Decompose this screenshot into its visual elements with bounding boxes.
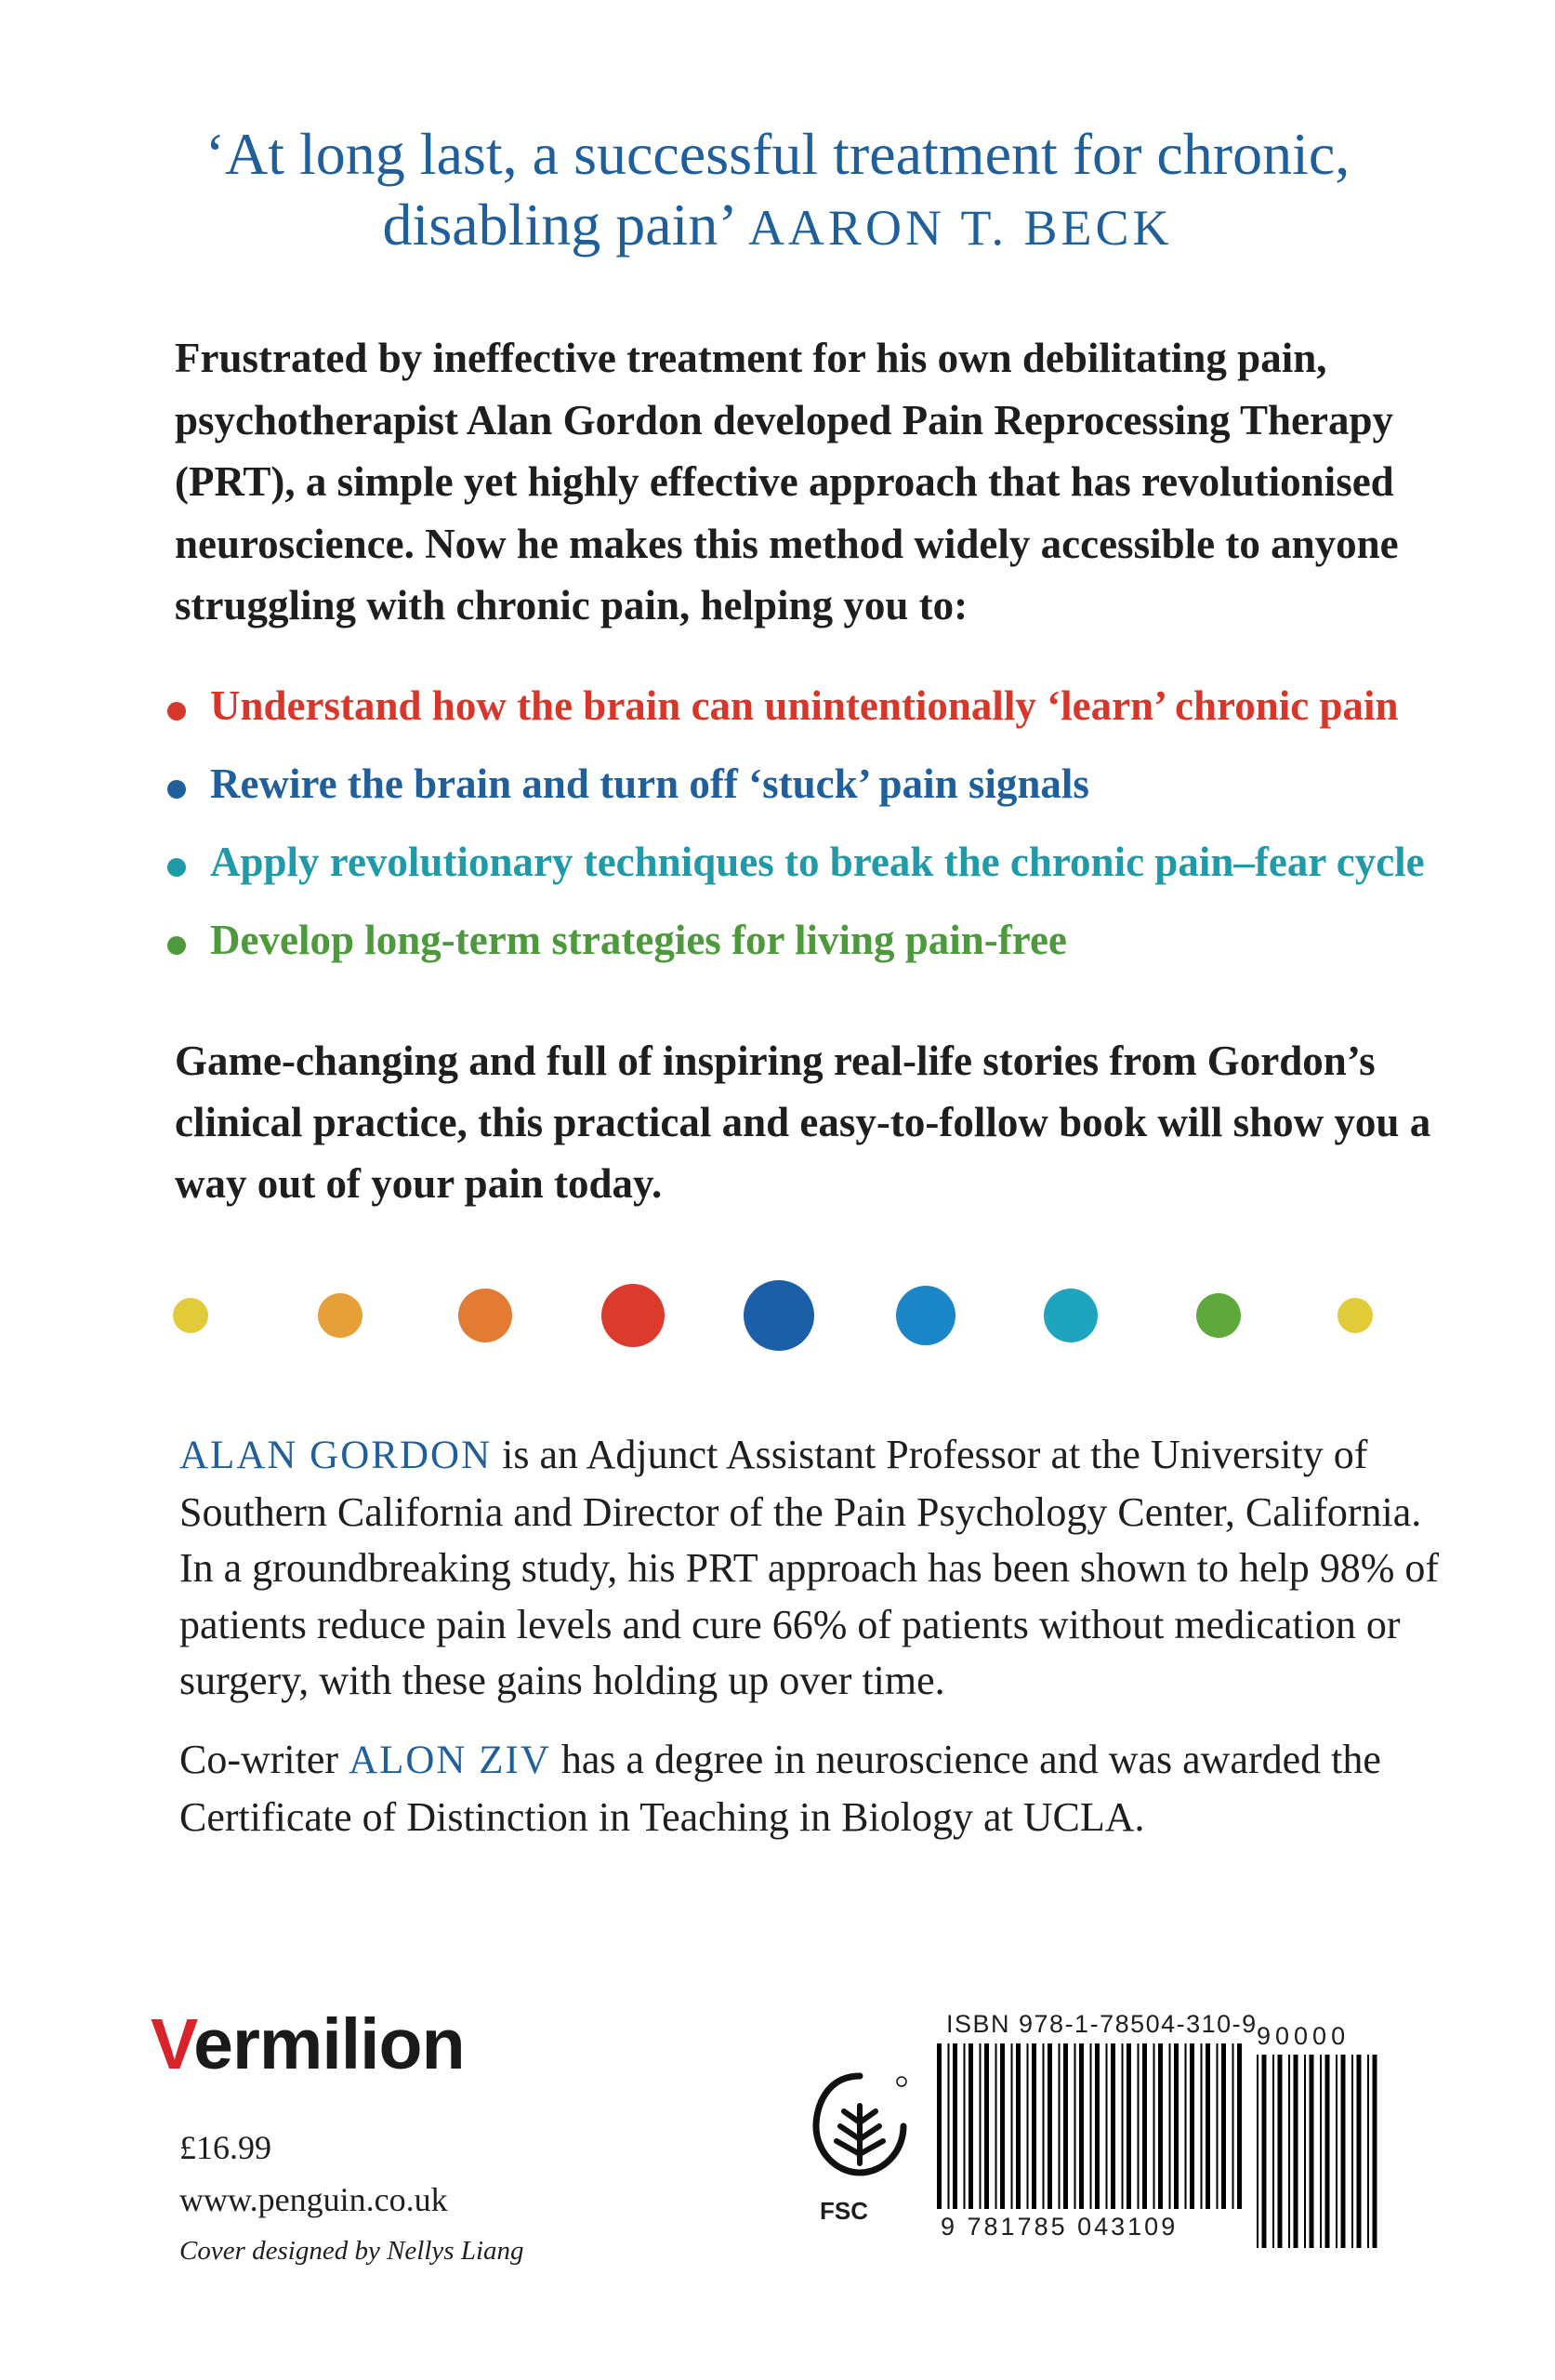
vermilion-v-mark: V xyxy=(151,2004,194,2084)
benefit-item xyxy=(167,909,1487,987)
bullet-dot-icon xyxy=(167,780,186,799)
benefit-text: Apply revolutionary techniques to break the chronic pain–fear cycle xyxy=(210,839,1425,885)
publisher-logo xyxy=(151,2003,465,2086)
endorsement-quote xyxy=(0,119,1555,263)
price-addon-barcode xyxy=(1257,2055,1377,2254)
cowriter-prefix: Co-writer xyxy=(179,1737,349,1782)
fsc-label: FSC xyxy=(820,2197,868,2225)
cowriter-bio xyxy=(179,1732,1443,1845)
isbn-barcode xyxy=(937,2043,1244,2215)
cover-credit: Cover designed by Nellys Liang xyxy=(179,2236,524,2266)
price: £16.99 xyxy=(179,2129,271,2166)
publisher-logo-text: ermilion xyxy=(193,2004,465,2084)
author-name: ALAN GORDON xyxy=(179,1434,493,1477)
dot-red-icon xyxy=(601,1284,665,1347)
dot-green-icon xyxy=(1196,1293,1241,1338)
benefit-item xyxy=(167,753,1487,831)
author-bio xyxy=(179,1427,1443,1710)
dot-blue-icon xyxy=(896,1286,955,1345)
fsc-tree-icon xyxy=(809,2069,911,2199)
benefit-text: Rewire the brain and turn off ‘stuck’ pain signals xyxy=(210,760,1089,807)
bullet-dot-icon xyxy=(167,858,186,877)
benefit-text: Develop long-term strategies for living pain-free xyxy=(210,917,1067,963)
intro-paragraph: Frustrated by ineffective treatment for his own debilitating pain, psychotherapist Alan Gordon developed Pain Reprocessing Therapy (PRT), a simple yet highly effective approach that has revolutionised neuroscience. Now he makes this method widely accessible to anyone struggling with chronic pain, helping you to: xyxy=(175,335,1399,628)
benefit-text: Understand how the brain can unintentionally ‘learn’ chronic pain xyxy=(210,682,1399,729)
dot-light-orange-icon xyxy=(318,1293,362,1338)
dot-teal-icon xyxy=(1044,1289,1098,1342)
isbn-text: ISBN 978-1-78504-310-9 xyxy=(946,2010,1258,2038)
dot-orange-icon xyxy=(458,1289,512,1342)
closing-paragraph: Game-changing and full of inspiring real-life stories from Gordon’s clinical practice, this practical and easy-to-follow book will show you a way out of your pain today. xyxy=(175,1038,1431,1207)
bullet-dot-icon xyxy=(167,702,186,721)
quote-attribution: AARON T. BECK xyxy=(747,200,1173,256)
publisher-url: www.penguin.co.uk xyxy=(179,2181,448,2218)
cowriter-bio-text: has a degree in neuroscience and was awarded the Certificate of Distinction in Teaching in Biology at UCLA. xyxy=(179,1737,1381,1840)
price-addon-number: 90000 xyxy=(1257,2022,1351,2050)
quote-line-1: ‘At long last, a successful treatment for chronic, xyxy=(204,121,1351,187)
dot-yellow-icon xyxy=(173,1298,208,1333)
benefits-list xyxy=(167,675,1487,987)
cowriter-name: ALON ZIV xyxy=(349,1739,551,1782)
benefit-item xyxy=(167,831,1487,909)
dot-yellow-2-icon xyxy=(1338,1298,1373,1333)
bullet-dot-icon xyxy=(167,936,186,955)
barcode-number: 9 781785 043109 xyxy=(941,2213,1179,2241)
dot-dark-blue-icon xyxy=(744,1280,814,1351)
quote-line-2: disabling pain’ xyxy=(382,192,733,258)
benefit-item xyxy=(167,675,1487,753)
author-bio-text: is an Adjunct Assistant Professor at the University of Southern California and Director of the Pain Psychology Center, California. In a groundbreaking study, his PRT approach has been shown to help 98% of patients reduce pain levels and cure 66% of patients without medication or surgery, with these gains holding up over time. xyxy=(179,1432,1439,1703)
